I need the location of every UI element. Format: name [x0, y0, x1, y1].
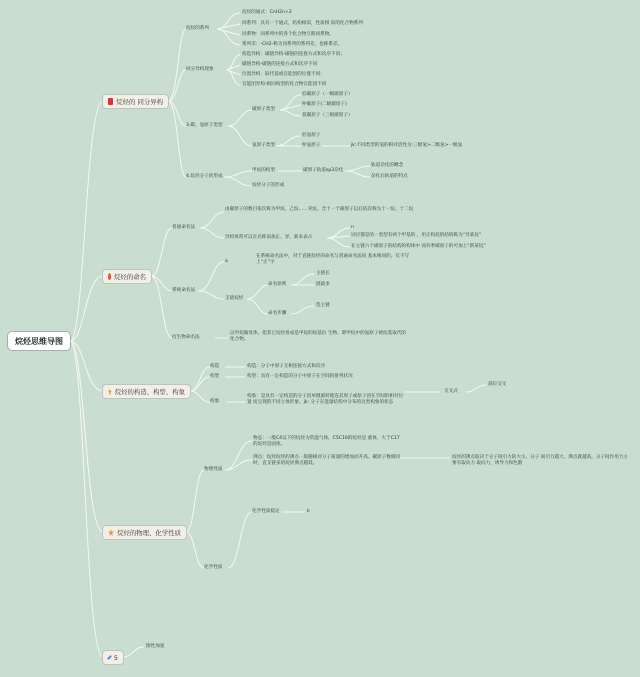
node-common-naming[interactable]: 普通命名法: [172, 225, 195, 230]
node-chem-b[interactable]: k: [307, 509, 310, 514]
node-shape-d[interactable]: 烷烃分子的形成: [252, 183, 285, 188]
node-phys-c[interactable]: 烷烃的沸点取决于分子间引力的大小。分子 间引力越大，沸点就越高。分子间作用力主要有取向力 取向力，诱导力和色散: [452, 455, 629, 466]
node-common-c[interactable]: 词应都是的一类型有两个甲基的 ，用正构烷的结构称为“异某烷”: [351, 233, 482, 238]
branch-5[interactable]: [103, 651, 123, 664]
branch-label: 烷烃的物理、化学性质: [117, 529, 181, 537]
branch-label: 烷烃的 同分异构: [116, 98, 163, 106]
node-sys-b1[interactable]: 命名原则: [268, 282, 287, 287]
node-common-c[interactable]: n: [351, 225, 354, 230]
branch-isomer[interactable]: [103, 95, 168, 108]
node-isomer-item[interactable]: 碳链异构-碳链的连接方式和次序不同: [242, 62, 318, 67]
flag-icon: [108, 98, 113, 105]
branch-label: 5: [113, 653, 118, 662]
node-chemical[interactable]: 化学性质: [204, 565, 223, 570]
node-phys-a[interactable]: 物态：一般C4以下的烷烃为常温气体，C5C16的烷烃是 液体，大于C17的烷烃是固体。: [253, 436, 400, 447]
branch-properties[interactable]: [103, 526, 186, 539]
node-c-atom[interactable]: 碳原子类型: [252, 107, 275, 112]
node-series-item[interactable]: 同系物：同系列中的各个化合物互称同系物。: [242, 32, 334, 37]
branch-structure[interactable]: [103, 385, 190, 398]
node-sys-b[interactable]: 支链烷烃: [225, 296, 244, 301]
node-series-item[interactable]: 系列差：-CH2-称为同系列的系列差，也称系差。: [242, 42, 343, 47]
node-isomer-item[interactable]: 位置异构：取代基或官能团的位置不同；: [242, 72, 325, 77]
node-h-item[interactable]: 仲氢原子: [302, 143, 321, 148]
node-carbon-type[interactable]: 3.碳、氢原子类型: [186, 123, 223, 128]
node-chem-a[interactable]: 化学性质稳定: [252, 509, 280, 514]
node-derivative-text[interactable]: 以甲烷做母体，把其它烷烃看成是甲烷的烷基衍 生物。即甲烷中的氢原子被烷基取代的化合物。: [230, 331, 407, 342]
star-icon: [108, 529, 114, 536]
node-gouzao[interactable]: 构造: [210, 364, 220, 369]
node-common-b[interactable]: 异构体常可以在名称前加正、异、新来表示: [225, 235, 313, 240]
branch-label: 烷烃的构造、构型、构象: [114, 388, 185, 396]
node-series-item[interactable]: 同系列：具有一个通式，结构相似，性质相 似的化合物系列: [242, 21, 363, 26]
star-icon: [108, 388, 112, 395]
node-physical[interactable]: 物理性质: [204, 467, 223, 472]
node-common-a[interactable]: 由碳原子的数目依次称为甲烷、乙烷……癸烷。含十一个碳原子以后依次称为十一烷、十二烷: [225, 207, 414, 212]
node-c-item[interactable]: 仲碳原子(二级碳原子): [302, 102, 347, 107]
node-sys-b1-item[interactable]: 链最多: [316, 282, 330, 287]
node-h-atom[interactable]: 氢原子类型: [252, 143, 275, 148]
root-node[interactable]: 烷烃思维导图: [8, 332, 70, 350]
node-shape[interactable]: 4.烷烃分子的形成: [186, 174, 223, 179]
node-shape-c[interactable]: 轨道杂化的概念: [371, 163, 404, 168]
node-isomer-item[interactable]: 构造异构：碳链异构-碳链的连接方式和次序不同；: [242, 52, 345, 57]
node-system-naming[interactable]: 系统命名法: [172, 288, 195, 293]
node-sys-b2[interactable]: 命名步骤: [268, 311, 287, 316]
branch-naming[interactable]: [103, 270, 151, 283]
gem-icon: [107, 655, 112, 660]
node-h-note[interactable]: jk:不同类型的氢的相对活性为:三级氢>二级氢>一级氢: [351, 143, 463, 148]
node-c-item[interactable]: 伯碳原子（一级碳原子）: [302, 92, 353, 97]
node-sys-b1-item[interactable]: 主链长: [316, 271, 330, 276]
node-sys-b2-item[interactable]: 选主链: [316, 303, 330, 308]
fire-icon: [108, 273, 111, 280]
node-c-item[interactable]: 叔碳原子（三级碳原子）: [302, 113, 353, 118]
node-derivative-naming[interactable]: 衍生物命名法: [172, 335, 200, 340]
node-isomer[interactable]: 同分异构现象: [186, 67, 214, 72]
node-series-item[interactable]: 烷烃的通式：CnH2n+2: [242, 10, 292, 15]
node-h-item[interactable]: 伯氢原子: [302, 133, 321, 138]
node-gouxiang-text[interactable]: 构象：是具有一定构造的分子因单键旋转使连其原子或原子团在空间的相对位置 而呈现的不同立体形象。jk: 分子在能量结构中分布的这类构象的状态: [247, 394, 404, 405]
node-common-c[interactable]: 在主链六个碳原子的结构的构体中 而有季碳原子的可加上“新某烷”: [351, 244, 486, 249]
node-gouzao-text[interactable]: 构造：分子中原子互相连接方式和次序: [247, 364, 326, 369]
node-gouxiang-a[interactable]: 交叉式: [444, 389, 458, 394]
node-shape-a[interactable]: 甲烷的构型: [252, 168, 275, 173]
node-shape-c[interactable]: 杂化后轨道的特点: [371, 174, 408, 179]
node-isomer-item[interactable]: 官能团异构-相同构型的化合物官能团不同: [242, 82, 327, 87]
node-gouxiang[interactable]: 构象: [210, 399, 220, 404]
node-gouxiang-b[interactable]: 部位交叉: [488, 382, 507, 387]
branch-label: 烷烃的命名: [114, 273, 146, 281]
node-branch5-item[interactable]: 擦性加氢: [146, 644, 165, 649]
node-series[interactable]: 烷烃的系列: [186, 26, 209, 31]
node-gouxing[interactable]: 构型: [210, 374, 220, 379]
node-phys-b[interactable]: 沸点：烷烃烷烃的沸点一般随相对分子质量的增加而升高。碳原子数相同时，直支链多的烷烃沸点越低。: [253, 455, 401, 466]
node-shape-b[interactable]: 碳原子轨道sp3杂化: [303, 168, 344, 173]
node-sys-a[interactable]: a: [225, 259, 228, 264]
node-gouxing-text[interactable]: 构型：具有一定构造的分子中原子在空间的排列状况: [247, 374, 353, 379]
node-sys-a-text[interactable]: 在系统命名法中，对于直链烷烃的命名与普通命名法同 基本相同的。仅不写上“正”字: [256, 254, 410, 265]
